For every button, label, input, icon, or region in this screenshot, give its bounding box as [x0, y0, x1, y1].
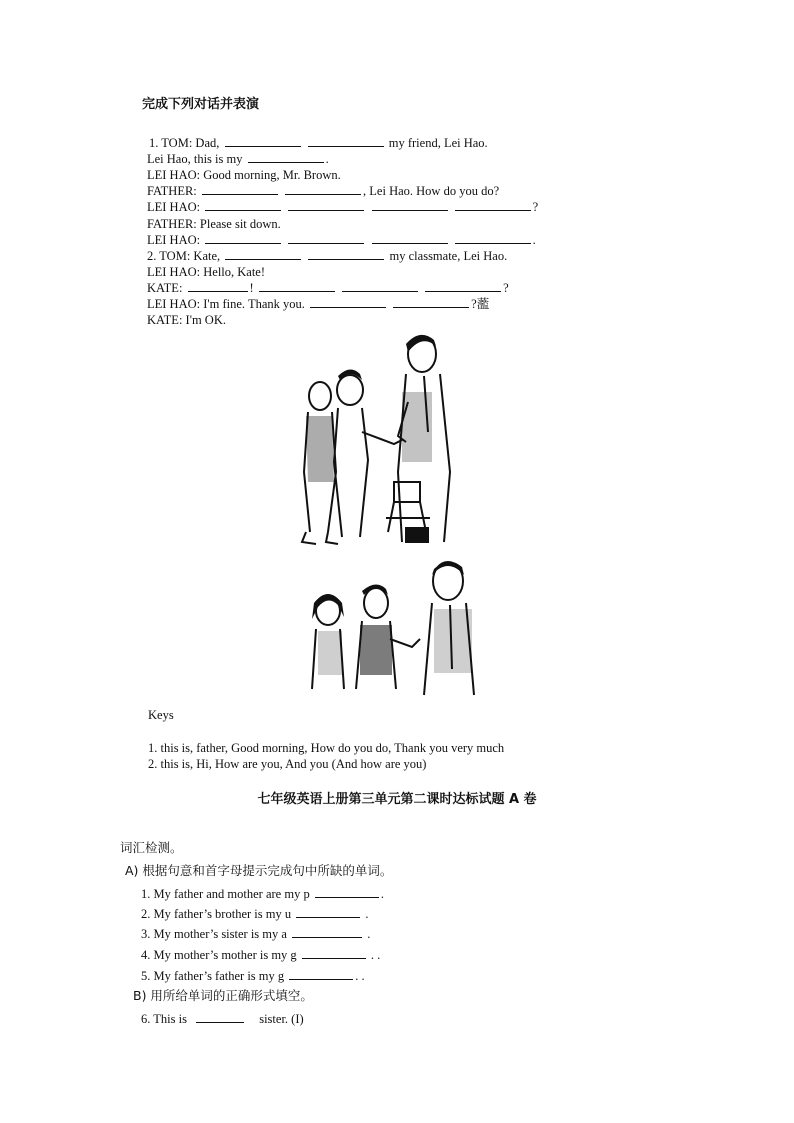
key-line-1: 1. this is, father, Good morning, How do you do, Thank you very much	[148, 741, 505, 755]
dialogue-line-11	[147, 296, 489, 312]
question-text: .	[365, 907, 369, 921]
dialogue-line-7	[147, 232, 536, 248]
answer-blank[interactable]	[205, 199, 281, 211]
question-text: 2. My father’s brother is my u	[141, 907, 292, 921]
line-text: LEI HAO:	[147, 233, 201, 247]
question-6	[141, 1011, 304, 1027]
exercise-title: 完成下列对话并表演	[142, 97, 260, 112]
part-b-instruction: B) 用所给单词的正确形式填空。	[133, 988, 313, 1003]
answer-blank[interactable]	[248, 151, 324, 163]
question-4	[141, 947, 380, 963]
dialogue-line-10	[147, 280, 509, 296]
question-text: 4. My mother’s mother is my g	[141, 948, 297, 962]
line-text: LEI HAO:	[147, 200, 201, 214]
keys-label: Keys	[148, 708, 174, 722]
answer-blank[interactable]	[372, 232, 448, 244]
answer-blank[interactable]	[425, 280, 501, 292]
dialogue-line-8	[147, 248, 507, 264]
dialogue-line-1	[149, 135, 488, 151]
answer-blank[interactable]	[292, 926, 362, 938]
part-a-instruction: A) 根据句意和首字母提示完成句中所缺的单词。	[125, 863, 393, 878]
answer-blank[interactable]	[259, 280, 335, 292]
answer-blank[interactable]	[205, 232, 281, 244]
line-text: 1. TOM: Dad,	[149, 136, 220, 150]
question-text: 5. My father’s father is my g	[141, 969, 285, 983]
line-text: my classmate, Lei Hao.	[389, 249, 508, 263]
dialogue-line-9: LEI HAO: Hello, Kate!	[147, 265, 266, 279]
section-title: 词汇检测。	[120, 840, 183, 855]
introduction-illustration	[300, 559, 490, 697]
answer-blank[interactable]	[308, 135, 384, 147]
line-text: 2. TOM: Kate,	[147, 249, 221, 263]
line-text: ?	[532, 200, 539, 214]
question-1	[141, 886, 384, 902]
answer-blank[interactable]	[225, 248, 301, 260]
line-text: .	[532, 233, 536, 247]
answer-blank[interactable]	[308, 248, 384, 260]
answer-blank[interactable]	[202, 183, 278, 195]
line-text: Lei Hao, this is my	[147, 152, 243, 166]
question-2	[141, 906, 368, 922]
answer-blank[interactable]	[455, 232, 531, 244]
test-title: 七年级英语上册第三单元第二课时达标试题 A 卷	[257, 792, 537, 807]
line-text: ?	[503, 281, 509, 295]
question-text: .	[367, 927, 371, 941]
answer-blank[interactable]	[455, 199, 531, 211]
answer-blank[interactable]	[342, 280, 418, 292]
line-text: FATHER:	[147, 184, 197, 198]
line-text: ?蘫	[471, 297, 490, 311]
answer-blank[interactable]	[393, 296, 469, 308]
line-text: !	[249, 281, 254, 295]
question-text: . .	[355, 969, 365, 983]
answer-blank[interactable]	[302, 947, 366, 959]
answer-blank[interactable]	[196, 1011, 244, 1023]
question-text: 1. My father and mother are my p	[141, 887, 310, 901]
question-text: . .	[370, 948, 381, 962]
answer-blank[interactable]	[285, 183, 361, 195]
question-5	[141, 968, 365, 984]
answer-blank[interactable]	[372, 199, 448, 211]
question-text: 3. My mother’s sister is my a	[141, 927, 287, 941]
dialogue-line-2	[147, 151, 329, 167]
answer-blank[interactable]	[289, 968, 353, 980]
dialogue-line-4	[147, 183, 499, 199]
dialogue-line-5	[147, 199, 538, 215]
question-text: 6. This is	[141, 1012, 187, 1026]
key-line-2: 2. this is, Hi, How are you, And you (And how are you)	[148, 757, 427, 771]
line-text: .	[325, 152, 329, 166]
answer-blank[interactable]	[310, 296, 386, 308]
line-text: my friend, Lei Hao.	[388, 136, 488, 150]
answer-blank[interactable]	[288, 232, 364, 244]
answer-blank[interactable]	[188, 280, 248, 292]
answer-blank[interactable]	[225, 135, 301, 147]
answer-blank[interactable]	[296, 906, 360, 918]
line-text: LEI HAO: I'm fine. Thank you.	[147, 297, 305, 311]
question-3	[141, 926, 370, 942]
answer-blank[interactable]	[315, 886, 379, 898]
question-text: .	[380, 887, 384, 901]
question-text: sister. (I)	[259, 1012, 304, 1026]
answer-blank[interactable]	[288, 199, 364, 211]
line-text: , Lei Hao. How do you do?	[363, 184, 500, 198]
line-text: KATE:	[147, 281, 183, 295]
dialogue-line-3: LEI HAO: Good morning, Mr. Brown.	[147, 168, 341, 182]
handshake-illustration	[298, 332, 492, 550]
dialogue-line-6: FATHER: Please sit down.	[147, 217, 281, 231]
dialogue-line-12: KATE: I'm OK.	[147, 313, 226, 327]
